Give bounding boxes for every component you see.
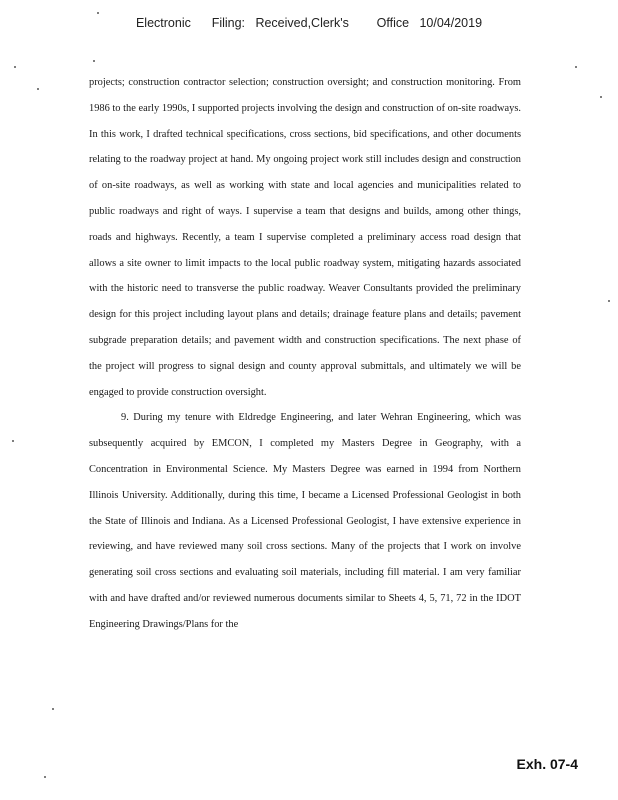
scan-speck [608, 300, 610, 302]
scan-speck [44, 776, 46, 778]
scan-speck [14, 66, 16, 68]
scan-speck [97, 12, 99, 14]
paragraph-continued: projects; construction contractor selection; construction oversight; and construction monitoring. From 1986 to the early 1990s, I supported projects involving the design and construction of on-site roadways. In this work, I drafted technical specifications, cross sections, bid specifications, and other documents relating to the roadway project at hand. My ongoing project work still includes design and construction of on-site roadways, as well as working with state and local agencies and municipalities related to public roadways and right of ways. I supervise a team that designs and builds, among other things, roads and highways. Recently, a team I supervise completed a preliminary access road design that allows a site owner to limit impacts to the local public roadway system, mitigating hazards associated with the historic need to transverse the public roadway. Weaver Consultants provided the preliminary design for this project including layout plans and details; drainage feature plans and details; pavement subgrade preparation details; and pavement width and construction specifications. The next phase of the project will progress to signal design and county approval submittals, and ultimately we will be engaged to provide construction oversight. [89, 77, 521, 398]
document-body [89, 70, 521, 638]
paragraph-9: 9. During my tenure with Eldredge Engineering, and later Wehran Engineering, which was subsequently acquired by EMCON, I completed my Masters Degree in Geography, with a Concentration in Environmental Science. My Masters Degree was earned in 1994 from Northern Illinois University. Additionally, during this time, I became a Licensed Professional Geologist in both the State of Illinois and Indiana. As a Licensed Professional Geologist, I have extensive experience in reviewing, and have reviewed many soil cross sections. Many of the projects that I work on involve generating soil cross sections and evaluating soil materials, including fill material. I am very familiar with and have drafted and/or reviewed numerous documents similar to Sheets 4, 5, 71, 72 in the IDOT Engineering Drawings/Plans for the [89, 412, 521, 630]
exhibit-label: Exh. 07-4 [516, 756, 578, 772]
scan-speck [575, 66, 577, 68]
scan-speck [600, 96, 602, 98]
filing-stamp-header: Electronic Filing: Received,Clerk's Office 10/04/2019 [135, 16, 483, 30]
scan-speck [12, 440, 14, 442]
scan-speck [37, 88, 39, 90]
scan-speck [52, 708, 54, 710]
scan-speck [93, 60, 95, 62]
